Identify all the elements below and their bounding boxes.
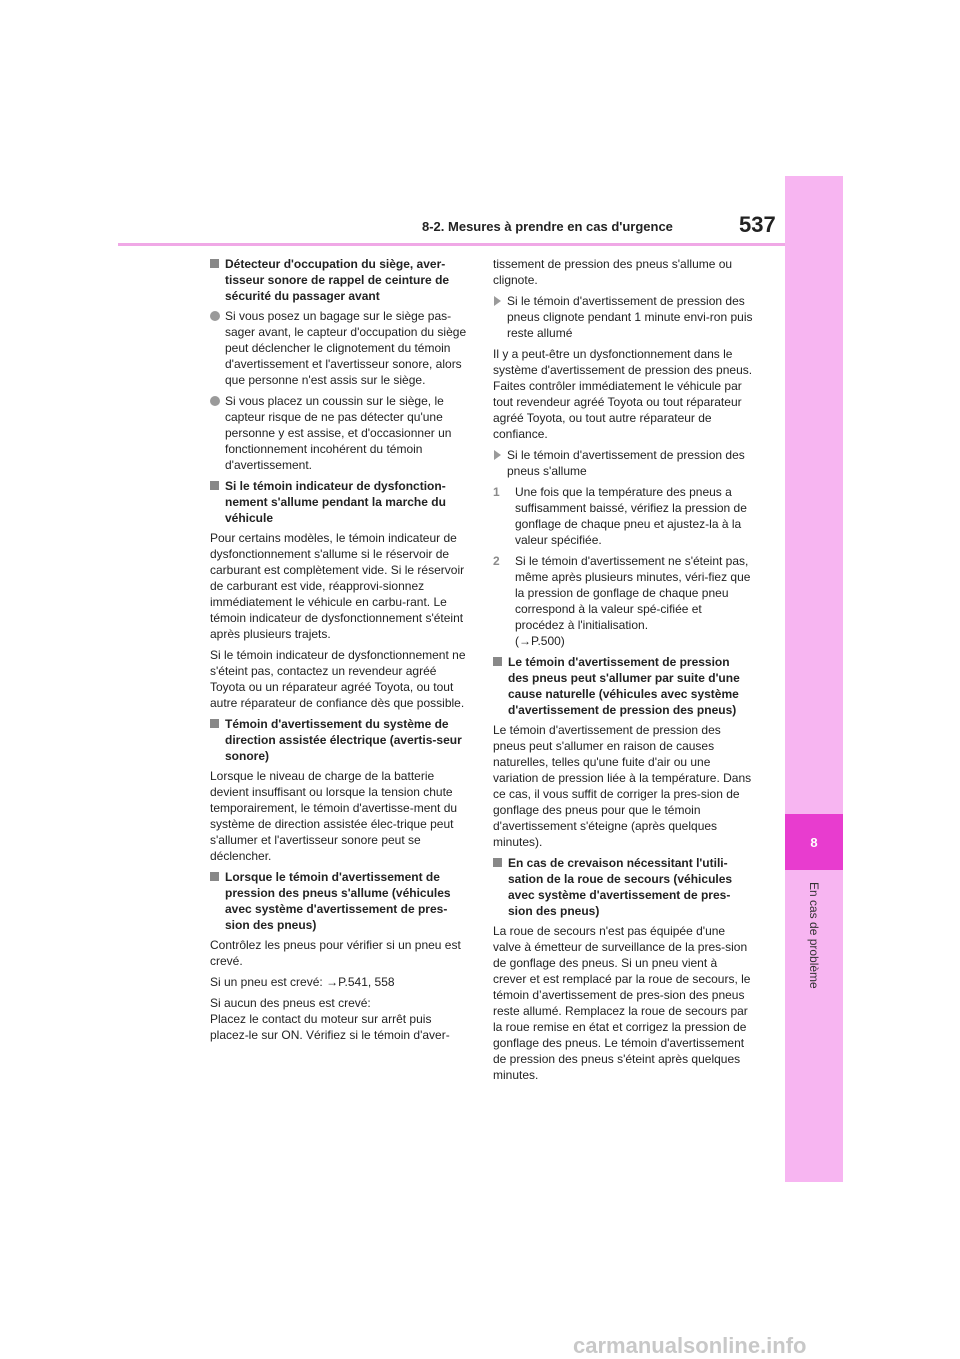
square-bullet-icon (210, 872, 219, 881)
triangle-arrow-icon (494, 450, 501, 460)
header-divider (118, 243, 785, 246)
text: Si le témoin indicateur de dysfonctionnement ne s'éteint pas, contactez un revendeur agréé Toyota ou un réparateur agréé Toyota, ou tout autre réparateur de confiance dès que possible. (210, 648, 466, 710)
square-bullet-icon (493, 657, 502, 666)
paragraph (210, 974, 468, 990)
section-heading (210, 869, 468, 933)
step-number: 2 (493, 554, 500, 568)
text: Si vous placez un coussin sur le siège, le capteur risque de ne pas détecter qu'une personne y est assise, et d'occasionner un fonctionnement incohérent du témoin d'avertissement. (225, 394, 452, 472)
text: Si le témoin d'avertissement de pression des pneus clignote pendant 1 minute envi-ron puis reste allumé (507, 294, 753, 340)
text: Contrôlez les pneus pour vérifier si un pneu est crevé. (210, 938, 461, 968)
chapter-title: En cas de problème (807, 882, 821, 989)
left-column (210, 256, 468, 1048)
section-heading (210, 716, 468, 764)
text: Lorsque le témoin d'avertissement de pression des pneus s'allume (véhicules avec système d'avertissement de pres-sion des pneus) (225, 870, 451, 932)
circle-bullet-icon (210, 311, 220, 321)
chapter-title-tab (798, 882, 830, 1082)
text: Si le témoin indicateur de dysfonction-nement s'allume pendant la marche du véhicule (225, 479, 446, 525)
text: Témoin d'avertissement du système de direction assistée électrique (avertis-seur sonore) (225, 717, 462, 763)
square-bullet-icon (493, 858, 502, 867)
text: Lorsque le niveau de charge de la batterie devient insuffisant ou lorsque la tension chute temporairement, le témoin d'avertisse-ment du système de direction assistée élec-trique peut s'allumer et l'avertisseur sonore peut se déclencher. (210, 769, 458, 863)
text: Le témoin d'avertissement de pression des pneus peut s'allumer par suite d'une cause naturelle (véhicules avec système d'avertissement de pression des pneus) (508, 655, 740, 717)
paragraph (493, 346, 753, 442)
paragraph (210, 937, 468, 969)
paragraph (210, 768, 468, 864)
section-heading (493, 855, 753, 919)
section-title: 8-2. Mesures à prendre en cas d'urgence (422, 219, 673, 234)
section-heading (210, 478, 468, 526)
text: Si le témoin d'avertissement de pression des pneus s'allume (507, 448, 745, 478)
numbered-step (493, 484, 753, 548)
chapter-number-tab: 8 (785, 814, 843, 870)
text: tissement de pression des pneus s'allume ou clignote. (493, 257, 733, 287)
paragraph (210, 530, 468, 642)
circle-bullet-icon (210, 396, 220, 406)
paragraph (493, 256, 753, 288)
text: Une fois que la température des pneus a suffisamment baissé, vérifiez la pression de gonflage de chaque pneu et ajustez-la à la valeur spécifiée. (515, 485, 747, 547)
watermark: carmanualsonline.info (573, 1333, 807, 1358)
page-number: 537 (739, 212, 776, 237)
text: Détecteur d'occupation du siège, aver-tisseur sonore de rappel de ceinture de sécurité du passager avant (225, 257, 450, 303)
text: Il y a peut-être un dysfonctionnement dans le système d'avertissement de pression des pneus. Faites contrôler immédiatement le véhicule par tout revendeur agréé Toyota ou tout réparateur agréé Toyota, ou tout autre réparateur de confiance. (493, 347, 753, 441)
section-heading (210, 256, 468, 304)
text: Si vous posez un bagage sur le siège pas-sager avant, le capteur d'occupation du siège peut déclencher le clignotement du témoin d'avertissement et l'avertisseur sonore, alors que personne n'est assis sur le siège. (225, 309, 467, 387)
arrow-item (493, 293, 753, 341)
text: Si un pneu est crevé: →P.541, 558 (210, 975, 395, 989)
text: Le témoin d'avertissement de pression des pneus peut s'allumer en raison de causes naturelles, telles qu'une fuite d'air ou une variation de pression liée à la température. Dans ce cas, il vous suffit de corriger la pres-sion de gonflage des pneus pour que le témoin d'avertissement s'éteigne (après quelques minutes). (493, 723, 752, 849)
paragraph (210, 995, 468, 1043)
square-bullet-icon (210, 259, 219, 268)
paragraph (493, 923, 753, 1083)
triangle-arrow-icon (494, 296, 501, 306)
square-bullet-icon (210, 481, 219, 490)
paragraph (210, 647, 468, 711)
arrow-item (493, 447, 753, 479)
text: La roue de secours n'est pas équipée d'une valve à émetteur de surveillance de la pres-sion de gonflage des pneus. Si un pneu vient à crever et est remplacé par la roue de secours, le témoin d’avertissement de pres-sion des pneus reste allumé. Remplacez la roue de secours par la roue remise en état et corrigez la pression de gonflage des pneus. Le témoin d'avertissement de pression des pneus s'éteint après quelques minutes. (493, 924, 751, 1082)
square-bullet-icon (210, 719, 219, 728)
section-heading (493, 654, 753, 718)
text: En cas de crevaison nécessitant l'utili-sation de la roue de secours (véhicules avec système d'avertissement de pres-sion des pneus) (508, 856, 733, 918)
numbered-step (493, 553, 753, 649)
bullet-item (210, 308, 468, 388)
step-number: 1 (493, 485, 500, 499)
text: Si aucun des pneus est crevé: Placez le contact du moteur sur arrêt puis placez-le sur ON. Vérifiez si le témoin d'aver- (210, 996, 450, 1042)
text: Pour certains modèles, le témoin indicateur de dysfonctionnement s'allume si le réservoir de carburant est complètement vide. Si le réservoir de carburant est vide, réapprovi-sionnez immédiatement le véhicule en carbu-rant. Le témoin indicateur de dysfonctionnement s'éteint après plusieurs trajets. (210, 531, 465, 641)
right-column (493, 256, 753, 1088)
bullet-item (210, 393, 468, 473)
text: Si le témoin d'avertissement ne s'éteint pas, même après plusieurs minutes, véri-fiez que la pression de gonflage de chaque pneu correspond à la valeur spé-cifiée et procédez à l'initialisation. (→P.500) (515, 554, 751, 648)
paragraph (493, 722, 753, 850)
